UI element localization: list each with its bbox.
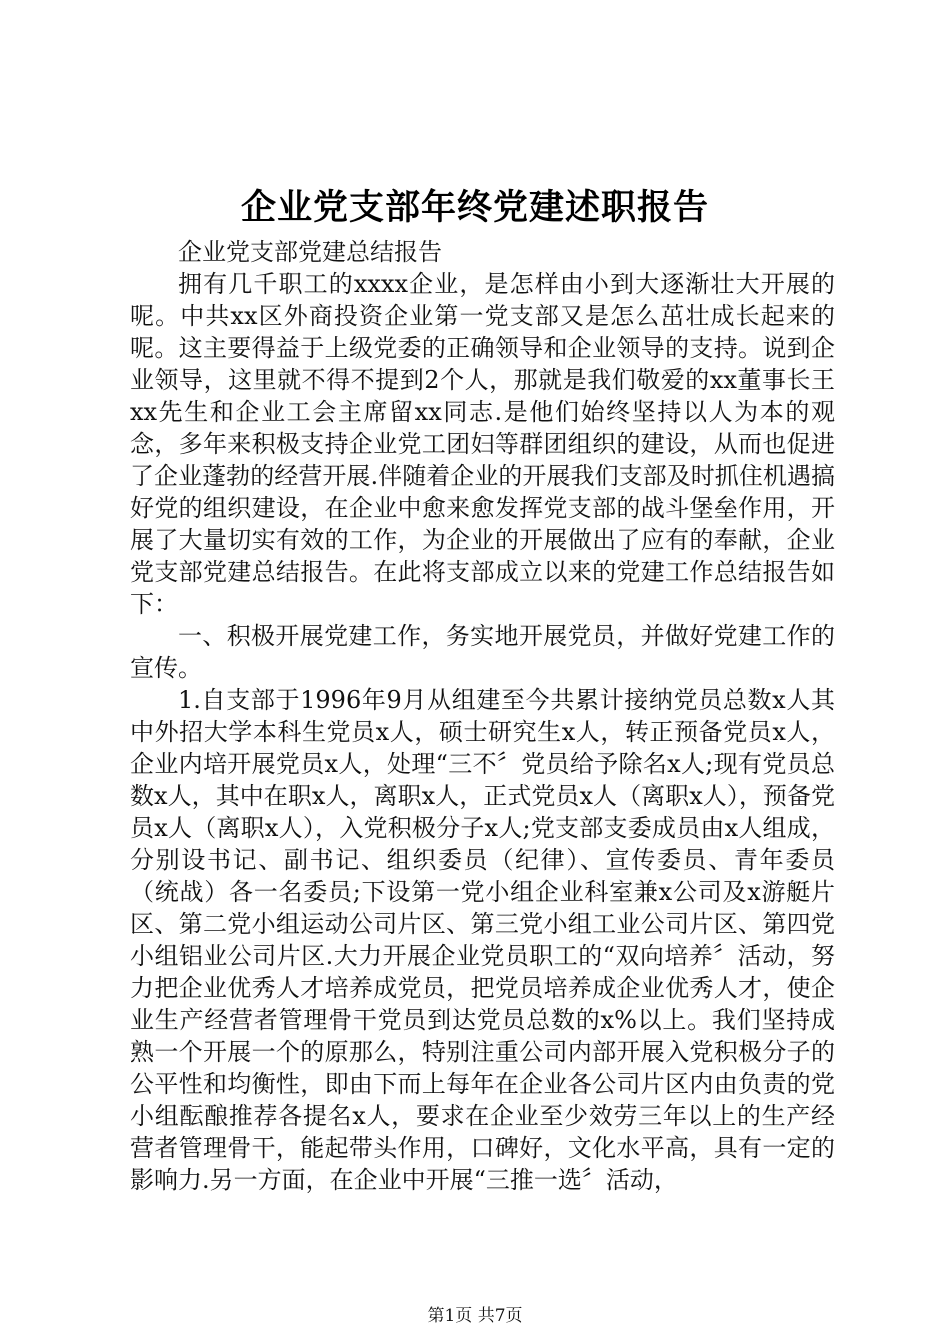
paragraph-section-heading: 一、积极开展党建工作，务实地开展党员，并做好党建工作的宣传。 <box>130 622 835 682</box>
paragraph-item-1: 1.自支部于1996年9月从组建至今共累计接纳党员总数x人其中外招大学本科生党员x人，硕士研究生x人，转正预备党员x人，企业内培开展党员x人，处理“三不〞党员给予除名x人;现有党员总数x人，其中在职x人，离职x人，正式党员x人（离职x人），预备党员x人（离职x人），入党积极分子x人;党支部支委成员由x人组成，分别设书记、副书记、组织委员（纪律）、宣传委员、青年委员（统战）各一名委员;下设第一党小组企业科室兼x公司及x游艇片区、第二党小组运动公司片区、第三党小组工业公司片区、第四党小组铝业公司片区.大力开展企业党员职工的“双向培养〞活动，努力把企业优秀人才培养成党员，把党员培养成企业优秀人才，使企业生产经营者管理骨干党员到达党员总数的x%以上。我们坚持成熟一个开展一个的原那么，特别注重公司内部开展入党积极分子的公平性和均衡性，即由下而上每年在企业各公司片区内由负责的党小组酝酿推荐各提名x人，要求在企业至少效劳三年以上的生产经营者管理骨干，能起带头作用，口碑好，文化水平高，具有一定的影响力.另一方面，在企业中开展“三推一选〞活动， <box>130 686 835 1194</box>
document-title: 企业党支部年终党建述职报告 <box>240 187 709 228</box>
page-number-footer: 第1页 共7页 <box>427 1306 523 1326</box>
paragraph-intro: 拥有几千职工的xxxx企业，是怎样由小到大逐渐壮大开展的呢。中共xx区外商投资企业第一党支部又是怎么茁壮成长起来的呢。这主要得益于上级党委的正确领导和企业领导的支持。说到企业领导，这里就不得不提到2个人，那就是我们敬爱的xx董事长王xx先生和企业工会主席留xx同志.是他们始终坚持以人为本的观念，多年来积极支持企业党工团妇等群团组织的建设，从而也促进了企业蓬勃的经营开展.伴随着企业的开展我们支部及时抓住机遇搞好党的组织建设，在企业中愈来愈发挥党支部的战斗堡垒作用，开展了大量切实有效的工作，为企业的开展做出了应有的奉献，企业党支部党建总结报告。在此将支部成立以来的党建工作总结报告如下： <box>130 270 835 618</box>
paragraph-subtitle: 企业党支部党建总结报告 <box>178 238 442 266</box>
document-body <box>130 236 835 1196</box>
